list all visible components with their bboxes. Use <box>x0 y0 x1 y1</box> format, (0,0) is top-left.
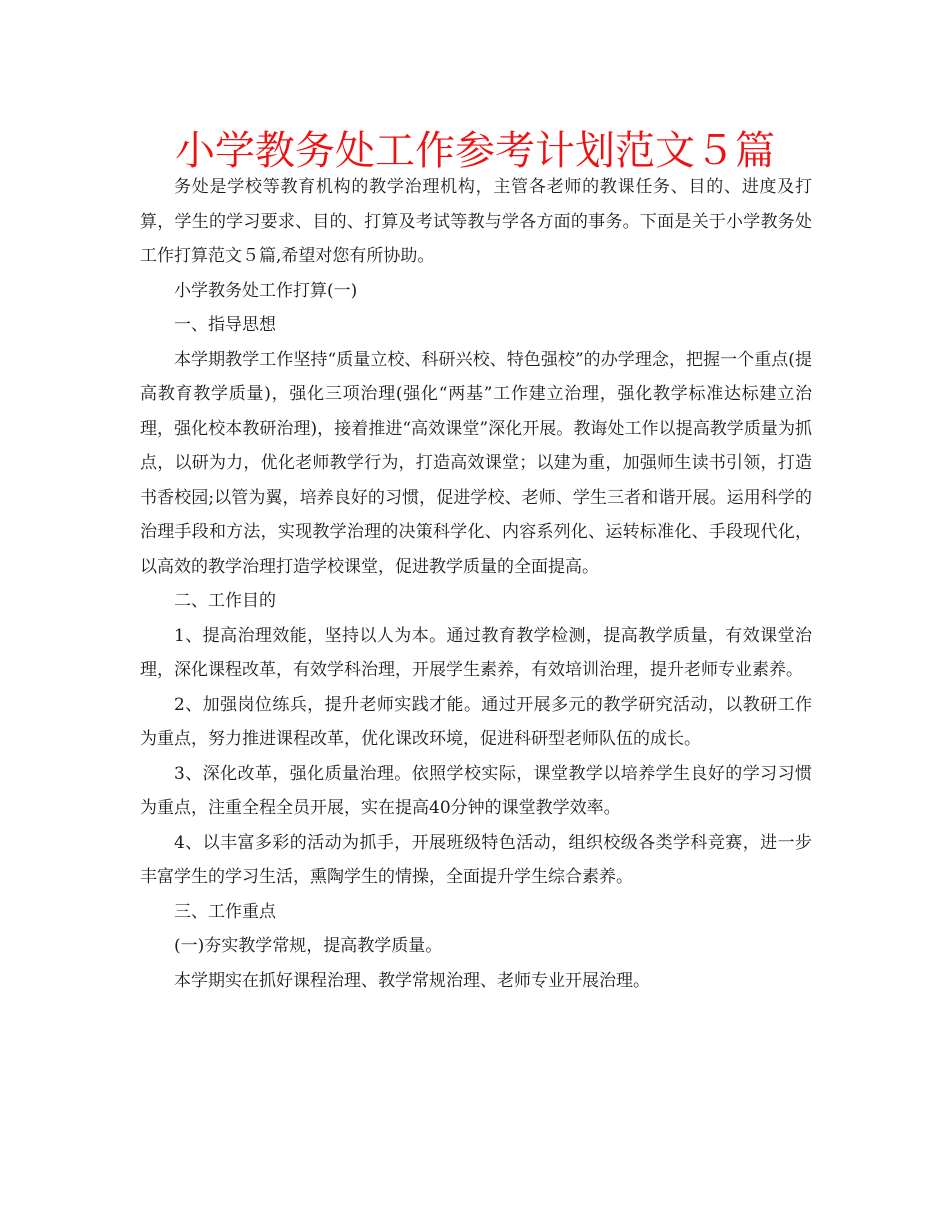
heading-plan-one: 小学教务处工作打算(一) <box>174 280 358 301</box>
paragraph-teaching-routine: 本学期实在抓好课程治理、教学常规治理、老师专业开展治理。 <box>174 970 650 991</box>
paragraph-guiding-thought: 本学期教学工作坚持“质量立校、科研兴校、特色强校”的办学理念，把握一个重点(提高教育教学质量)，强化三项治理(强化“两基”工作建立治理，强化教学标准达标建立治理，强化校本教研治理)，接着推进“高效课堂”深化开展。教诲处工作以提高教学质量为抓点，以研为力，优化老师教学行为，打造高效课堂；以建为重，加强师生读书引领，打造书香校园;以管为翼，培养良好的习惯，促进学校、老师、学生三者和谐开展。运用科学的治理手段和方法，实现教学治理的决策科学化、内容系列化、运转标准化、手段现代化，以高效的教学治理打造学校课堂，促进教学质量的全面提高。 <box>140 349 812 577</box>
paragraph-goal-3: 3、深化改革，强化质量治理。依照学校实际，课堂教学以培养学生良好的学习习惯为重点，注重全程全员开展，实在提高40分钟的课堂教学效率。 <box>140 763 812 818</box>
document-body <box>140 170 812 998</box>
paragraph-intro: 务处是学校等教育机构的教学治理机构，主管各老师的教课任务、目的、进度及打算，学生的学习要求、目的、打算及考试等教与学各方面的事务。下面是关于小学教务处工作打算范文５篇,希望对您有所协助。 <box>140 177 812 266</box>
heading-guiding-thought: 一、指导思想 <box>174 315 276 335</box>
subheading-teaching-routine: (一)夯实教学常规，提高教学质量。 <box>174 936 443 956</box>
document-title: 小学教务处工作参考计划范文５篇 <box>175 128 775 174</box>
paragraph-goal-2: 2、加强岗位练兵，提升老师实践才能。通过开展多元的教学研究活动，以教研工作为重点，努力推进课程改革，优化课改环境，促进科研型老师队伍的成长。 <box>140 694 812 749</box>
heading-work-focus: 三、工作重点 <box>174 901 276 922</box>
heading-work-goals: 二、工作目的 <box>174 591 276 611</box>
paragraph-goal-1: 1、提高治理效能，坚持以人为本。通过教育教学检测，提高教学质量，有效课堂治理，深化课程改革，有效学科治理，开展学生素养，有效培训治理，提升老师专业素养。 <box>140 625 812 680</box>
paragraph-goal-4: 4、以丰富多彩的活动为抓手，开展班级特色活动，组织校级各类学科竞赛，进一步丰富学生的学习生活，熏陶学生的情操，全面提升学生综合素养。 <box>140 832 812 887</box>
